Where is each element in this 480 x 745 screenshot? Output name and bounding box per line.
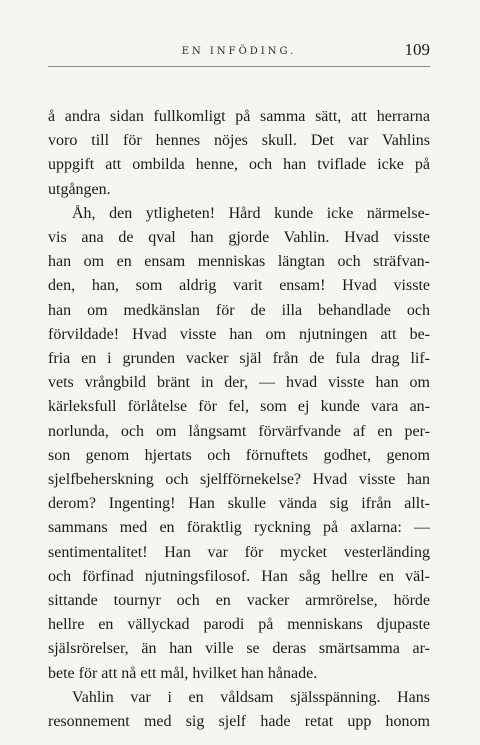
- page-number: 109: [404, 40, 430, 59]
- text-line: sentimentalitet! Han var för mycket vesterländing: [48, 543, 430, 561]
- text-line: själsrörelser, än han ville se deras smärtsamma ar-: [48, 640, 430, 658]
- text-line: kärleksfull förlåtelse för fel, som ej kunde vara an-: [48, 398, 430, 416]
- text-line: utgången.: [48, 180, 111, 198]
- text-line: sammans med en föraktlig ryckning på axlarna: —: [48, 519, 430, 537]
- text-line: uppgift att ombilda henne, och han tviflade icke på: [48, 156, 430, 174]
- text-line: resonnement med sig sjelf hade retat upp honom: [48, 713, 430, 731]
- text-line: fria en i grunden vacker själ från de fula drag lif-: [48, 350, 430, 368]
- book-page: [48, 30, 430, 734]
- text-line: Åh, den ytligheten! Hård kunde icke närmelse-: [72, 204, 430, 222]
- body-text: [48, 105, 430, 734]
- text-line: Vahlin var i en våldsam själsspänning. Hans: [72, 688, 430, 706]
- text-line: voro till för hennes nöjes skull. Det var Vahlins: [48, 132, 430, 150]
- header-rule: [48, 66, 430, 67]
- running-head-title: EN INFÖDING.: [181, 46, 297, 57]
- text-line: den, han, som aldrig varit ensam! Hvad visste: [48, 277, 430, 295]
- text-line: vis ana de qval han gjorde Vahlin. Hvad visste: [48, 229, 430, 247]
- text-line: bete för att nå ett mål, hvilket han hånade.: [48, 664, 318, 682]
- text-line: han om medkänslan för de illa behandlade och: [48, 301, 430, 319]
- text-line: norlunda, och om långsamt förvärfvande af en per-: [48, 422, 430, 440]
- text-line: han om en ensam menniskas längtan och sträfvan-: [48, 253, 430, 271]
- text-line: hellre en vällyckad parodi på menniskans djupaste: [48, 616, 430, 634]
- text-line: derom? Ingenting! Han skulle vända sig ifrån allt-: [48, 495, 430, 513]
- text-line: son genom hjertats och förnuftets godhet, genom: [48, 446, 430, 464]
- text-line: förvildade! Hvad visste han om njutningen att be-: [48, 325, 430, 343]
- text-line: sittande tournyr och en vacker armrörelse, hörde: [48, 592, 430, 610]
- running-head: [48, 30, 430, 58]
- text-line: vets vrångbild bränt in der, — hvad visste han om: [48, 374, 430, 392]
- text-line: å andra sidan fullkomligt på samma sätt, att herrarna: [48, 108, 430, 125]
- text-line: sjelfbeherskning och sjelfförnekelse? Hvad visste han: [48, 471, 430, 489]
- text-line: och förfinad njutningsfilosof. Han såg hellre en väl-: [48, 567, 430, 585]
